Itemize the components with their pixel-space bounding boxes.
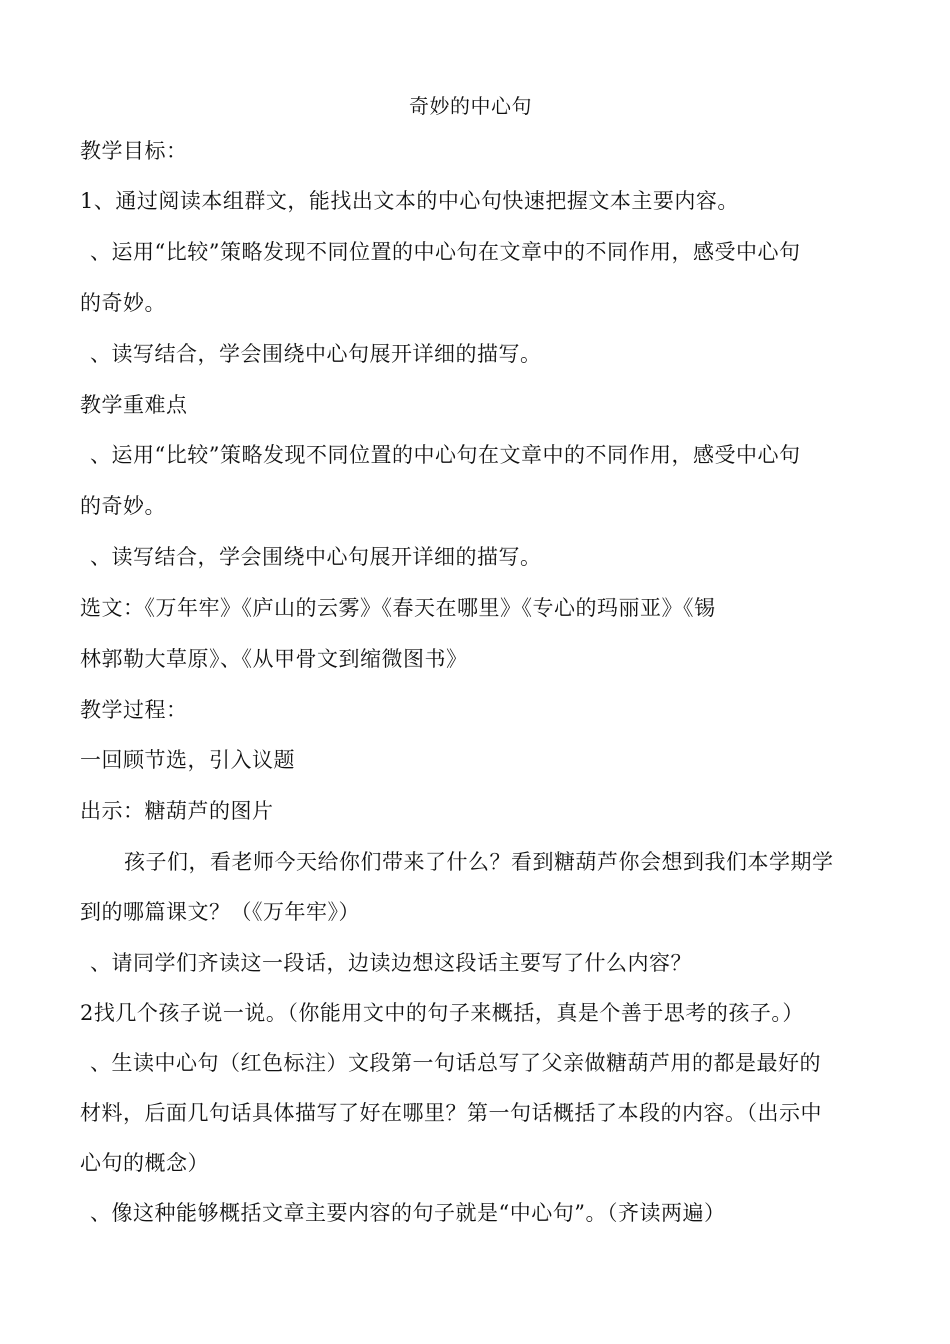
paragraph-line: 到的哪篇课文？（《万年牢》）	[80, 900, 360, 924]
paragraph-line: 、生读中心句（红色标注）文段第一句话总写了父亲做糖葫芦用的都是最好的	[90, 1051, 821, 1075]
paragraph-line: 、运用“比较”策略发现不同位置的中心句在文章中的不同作用，感受中心句	[90, 443, 801, 467]
selected-texts-line: 选文：《万年牢》《庐山的云雾》《春天在哪里》《专心的玛丽亚》《锡	[80, 596, 716, 620]
paragraph-line: 孩子们，看老师今天给你们带来了什么？看到糖葫芦你会想到我们本学期学	[124, 850, 834, 874]
paragraph-line: 2找几个孩子说一说。（你能用文中的句子来概括，真是个善于思考的孩子。）	[80, 1001, 804, 1025]
paragraph-line: 、读写结合，学会围绕中心句展开详细的描写。	[90, 342, 542, 366]
paragraph-line: 1、通过阅读本组群文，能找出文本的中心句快速把握文本主要内容。	[80, 189, 739, 213]
section-heading-process: 教学过程：	[80, 698, 188, 722]
paragraph-line: 出示：糖葫芦的图片	[80, 799, 274, 823]
page-title: 奇妙的中心句	[409, 94, 532, 118]
paragraph-line: 的奇妙。	[80, 291, 166, 315]
paragraph-line: 、运用“比较”策略发现不同位置的中心句在文章中的不同作用，感受中心句	[90, 240, 801, 264]
paragraph-line: 、请同学们齐读这一段话，边读边想这段话主要写了什么内容？	[90, 951, 692, 975]
paragraph-line: 、读写结合，学会围绕中心句展开详细的描写。	[90, 545, 542, 569]
section-heading-objectives: 教学目标：	[80, 139, 188, 163]
paragraph-line: 心句的概念）	[80, 1151, 209, 1175]
paragraph-line: 、像这种能够概括文章主要内容的句子就是“中心句”。（齐读两遍）	[90, 1201, 726, 1225]
section-heading-key-points: 教学重难点	[80, 393, 188, 417]
paragraph-line: 材料，后面几句话具体描写了好在哪里？第一句话概括了本段的内容。（出示中	[80, 1101, 822, 1125]
paragraph-line: 一回顾节选，引入议题	[80, 748, 295, 772]
paragraph-line: 的奇妙。	[80, 494, 166, 518]
selected-texts-line: 林郭勒大草原》、《从甲骨文到缩微图书》	[80, 647, 468, 671]
